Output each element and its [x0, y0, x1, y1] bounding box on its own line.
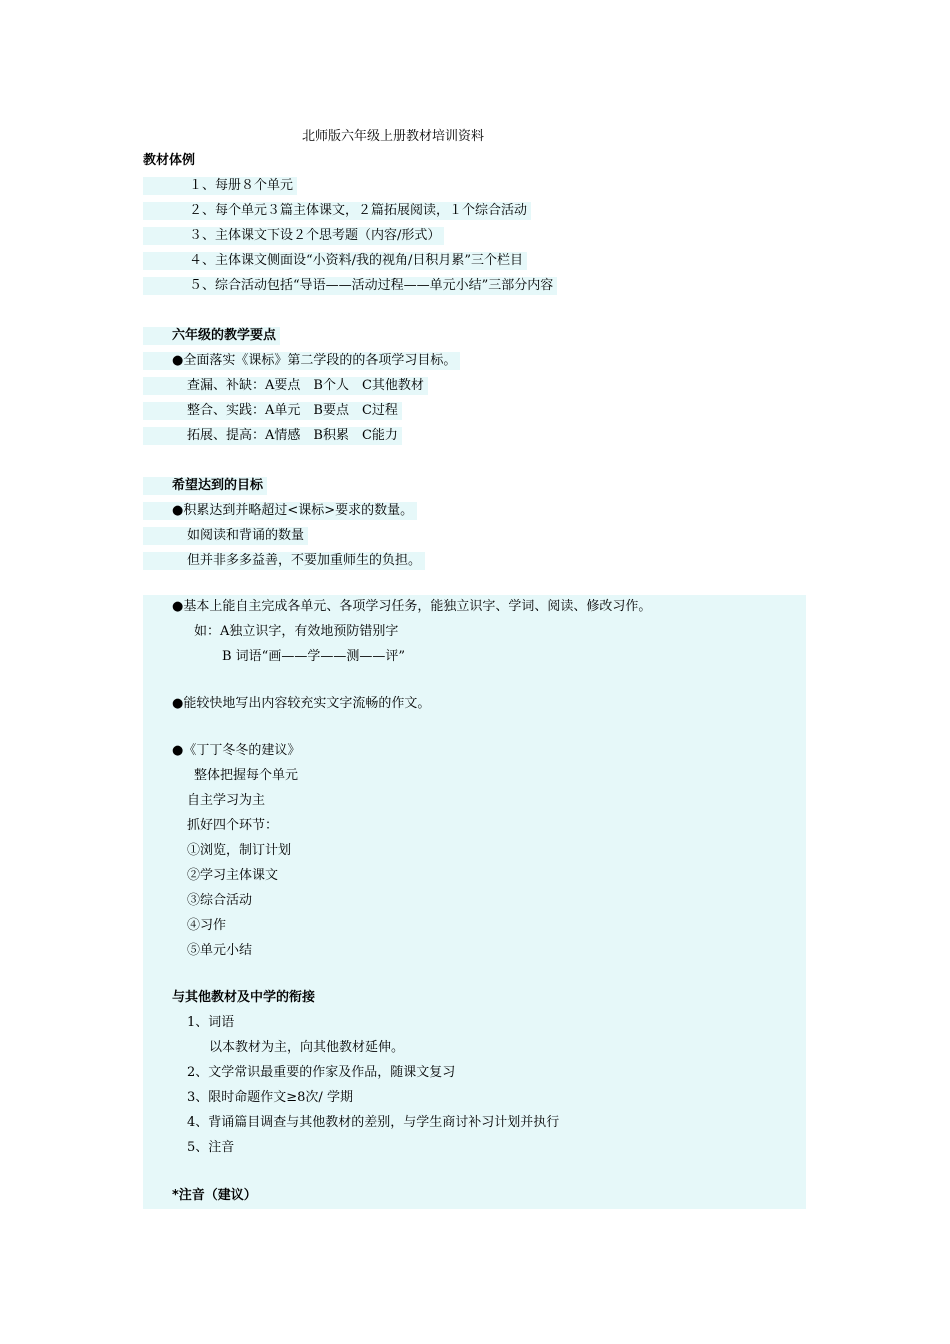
section-heading-transition: 与其他教材及中学的衔接	[172, 990, 316, 1005]
list-item: 但并非多多益善，不要加重师生的负担。	[143, 552, 425, 570]
bullet-item: ●基本上能自主完成各单元、各项学习任务，能独立识字、学词、阅读、修改习作。	[172, 599, 652, 614]
list-item: 如阅读和背诵的数量	[143, 527, 308, 545]
list-item: ３、主体课文下设２个思考题（内容/形式）	[143, 227, 444, 245]
list-item: 3、限时命题作文≥8次/ 学期	[187, 1090, 353, 1105]
section-heading-structure: 教材体例	[143, 153, 196, 168]
section-heading-phonetic: *注音（建议）	[172, 1188, 257, 1203]
list-item: 如：A独立识字，有效地预防错别字	[194, 624, 399, 639]
list-item: １、每册８个单元	[143, 177, 297, 195]
list-item: 自主学习为主	[187, 793, 266, 808]
list-item: 抓好四个环节：	[187, 818, 279, 833]
page-title: 北师版六年级上册教材培训资料	[302, 129, 485, 144]
step-item: ⑤单元小结	[187, 943, 253, 958]
list-item: 整合、实践：A单元 B要点 C过程	[143, 402, 402, 420]
bullet-item: ●全面落实《课标》第二学段的的各项学习目标。	[143, 352, 460, 370]
list-item: 拓展、提高：A情感 B积累 C能力	[143, 427, 402, 445]
list-item: 1、词语	[187, 1015, 235, 1030]
step-item: ②学习主体课文	[187, 868, 279, 883]
step-item: ①浏览，制订计划	[187, 843, 292, 858]
list-item: 4、背诵篇目调查与其他教材的差别，与学生商讨补习计划并执行	[187, 1115, 560, 1130]
section-heading-key-points: 六年级的教学要点	[143, 327, 280, 345]
bullet-item: ●《丁丁冬冬的建议》	[172, 743, 301, 758]
list-item: ２、每个单元３篇主体课文，２篇拓展阅读，１个综合活动	[143, 202, 531, 220]
list-item: 整体把握每个单元	[194, 768, 299, 783]
list-item: ４、主体课文侧面设“小资料/我的视角/日积月累”三个栏目	[143, 252, 527, 270]
list-item: 5、注音	[187, 1140, 235, 1155]
section-heading-goals: 希望达到的目标	[143, 477, 267, 495]
list-item: 2、文学常识最重要的作家及作品，随课文复习	[187, 1065, 456, 1080]
step-item: ④习作	[187, 918, 227, 933]
step-item: ③综合活动	[187, 893, 253, 908]
bullet-item: ●积累达到并略超过<课标>要求的数量。	[143, 502, 417, 520]
list-item: 以本教材为主，向其他教材延伸。	[209, 1040, 405, 1055]
list-item: B 词语“画——学——测——评”	[222, 649, 405, 664]
list-item: 查漏、补缺：A要点 B个人 C其他教材	[143, 377, 428, 395]
list-item: ５、综合活动包括“导语——活动过程——单元小结”三部分内容	[143, 277, 557, 295]
bullet-item: ●能较快地写出内容较充实文字流畅的作文。	[172, 696, 431, 711]
